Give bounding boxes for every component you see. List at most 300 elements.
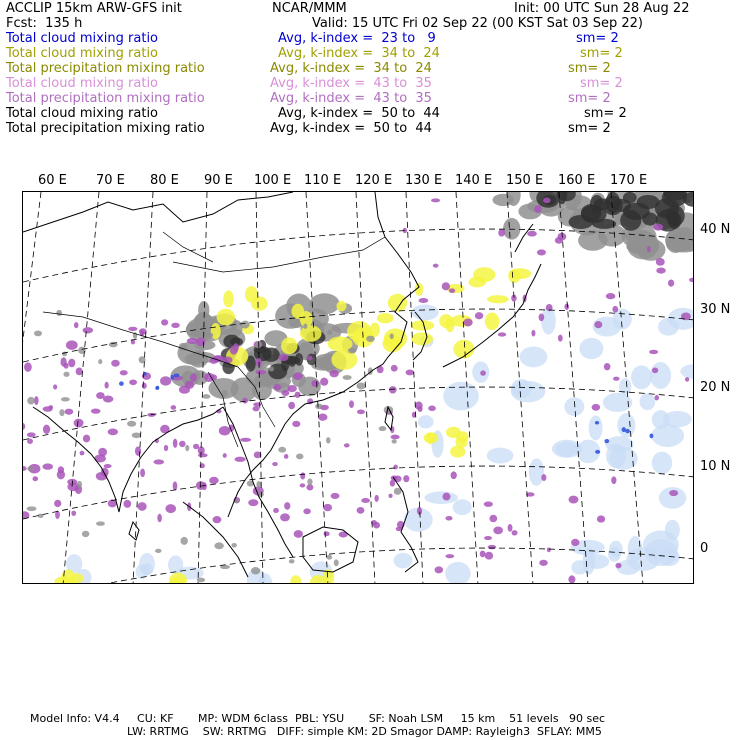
field-patch	[295, 392, 301, 398]
field-patch	[269, 367, 274, 372]
field-patch	[318, 414, 328, 421]
legend-smoothing: sm= 2	[580, 46, 623, 61]
field-patch	[592, 404, 601, 411]
field-patch	[96, 521, 105, 526]
field-patch	[480, 370, 486, 375]
field-patch	[240, 438, 251, 442]
field-patch	[388, 494, 392, 498]
field-patch	[568, 575, 575, 583]
longitude-label: 70 E	[96, 173, 125, 188]
field-patch	[394, 553, 413, 569]
field-patch	[493, 526, 503, 534]
field-patch	[324, 531, 330, 536]
graticule-line	[559, 192, 588, 584]
field-patch	[389, 386, 397, 393]
field-patch	[564, 397, 584, 416]
field-patch	[307, 478, 312, 485]
field-patch	[589, 415, 603, 440]
legend-field-name: Total precipitation mixing ratio	[6, 121, 205, 136]
field-patch	[292, 421, 300, 427]
field-patch	[284, 454, 288, 459]
field-patch	[539, 314, 545, 322]
field-patch	[475, 312, 483, 319]
field-patch	[59, 409, 64, 416]
field-patch	[315, 403, 322, 409]
map-canvas	[23, 192, 694, 584]
latitude-label: 20 N	[700, 380, 731, 395]
field-patch	[419, 298, 429, 303]
field-patch	[685, 377, 689, 382]
field-patch	[652, 452, 672, 474]
field-patch	[57, 470, 65, 479]
sri-lanka-coastline	[129, 522, 139, 540]
field-patch	[331, 493, 340, 499]
field-patch	[655, 395, 660, 400]
legend-row	[6, 76, 736, 91]
field-patch	[428, 406, 436, 411]
field-patch	[63, 372, 69, 377]
field-patch	[650, 362, 671, 389]
longitude-label: 140 E	[455, 173, 493, 188]
field-patch	[391, 435, 400, 440]
field-patch	[241, 321, 250, 329]
field-patch	[451, 471, 457, 479]
field-patch	[254, 451, 262, 458]
field-patch	[198, 453, 208, 457]
field-patch	[180, 537, 187, 545]
field-patch	[604, 439, 609, 443]
field-patch	[625, 429, 630, 433]
field-patch	[190, 373, 197, 382]
field-patch	[604, 363, 611, 370]
legend-field-name: Total precipitation mixing ratio	[6, 61, 205, 76]
field-patch	[43, 425, 50, 434]
field-patch	[140, 469, 145, 478]
field-patch	[597, 515, 605, 522]
field-patch	[24, 362, 32, 372]
legend-smoothing: sm= 2	[584, 106, 627, 121]
field-patch	[193, 444, 199, 450]
field-patch	[343, 375, 352, 380]
field-patch	[98, 359, 102, 364]
field-patch	[42, 463, 53, 469]
field-patch	[656, 258, 665, 266]
field-patch	[179, 441, 186, 447]
field-patch	[256, 481, 261, 488]
field-patch	[255, 370, 266, 375]
field-patch	[303, 323, 307, 328]
field-patch	[527, 231, 537, 237]
field-patch	[498, 229, 505, 237]
field-patch	[366, 336, 375, 342]
field-patch	[213, 516, 222, 523]
field-patch	[142, 383, 147, 389]
field-patch	[217, 309, 236, 326]
legend-smoothing: sm= 2	[568, 121, 611, 136]
field-patch	[211, 323, 221, 339]
field-patch	[442, 282, 450, 290]
field-patch	[445, 562, 471, 584]
field-patch	[689, 278, 694, 282]
legend-field-name: Total cloud mixing ratio	[6, 76, 159, 91]
field-patch	[640, 393, 656, 410]
field-patch	[435, 566, 444, 573]
field-patch	[469, 277, 486, 288]
field-patch	[284, 502, 290, 510]
map-panel	[22, 191, 694, 584]
field-patch	[187, 338, 198, 344]
field-patch	[300, 483, 306, 487]
field-patch	[680, 364, 694, 378]
field-patch	[668, 279, 674, 286]
field-patch	[61, 397, 70, 401]
field-patch	[433, 264, 439, 268]
field-patch	[74, 322, 79, 328]
latitude-label: 40 N	[700, 222, 731, 237]
latitude-label: 30 N	[700, 302, 731, 317]
field-patch	[223, 453, 227, 458]
legend-smoothing: sm= 2	[580, 76, 623, 91]
field-patch	[171, 323, 179, 328]
field-patch	[68, 359, 75, 368]
legend-k-index: Avg, k-index = 34 to 24	[270, 61, 432, 76]
field-patch	[219, 426, 231, 435]
field-patch	[443, 382, 479, 411]
field-patch	[547, 547, 551, 552]
field-patch	[558, 335, 563, 342]
field-patch	[111, 360, 120, 367]
legend-row	[6, 121, 736, 136]
field-patch	[374, 495, 378, 502]
field-patch	[173, 439, 178, 448]
field-patch	[83, 435, 90, 443]
field-patch	[139, 553, 155, 575]
field-patch	[615, 563, 621, 569]
field-patch	[311, 380, 319, 387]
field-patch	[128, 327, 137, 331]
field-patch	[222, 390, 228, 397]
field-patch	[445, 516, 452, 521]
field-patch	[519, 346, 547, 367]
field-patch	[32, 476, 38, 481]
forecast-hour: Fcst: 135 h	[6, 16, 83, 31]
field-patch	[105, 382, 109, 389]
field-patch	[155, 386, 159, 390]
field-patch	[91, 408, 101, 413]
longitude-label: 160 E	[558, 173, 596, 188]
field-patch	[480, 551, 486, 558]
field-patch	[613, 377, 620, 381]
valid-time: Valid: 15 UTC Fri 02 Sep 22 (00 KST Sat 03 Sep 22)	[312, 16, 643, 31]
field-patch	[129, 379, 137, 385]
legend-k-index: Avg, k-index = 43 to 35	[270, 76, 432, 91]
field-patch	[579, 338, 603, 359]
field-patch	[424, 491, 457, 504]
field-patch	[463, 318, 472, 326]
field-patch	[357, 409, 365, 414]
legend-field-name: Total precipitation mixing ratio	[6, 91, 205, 106]
graticule-line	[198, 192, 207, 584]
field-patch	[594, 198, 611, 210]
field-patch	[197, 578, 205, 583]
field-patch	[323, 504, 332, 511]
field-patch	[656, 267, 665, 273]
field-patch	[300, 472, 305, 479]
field-patch	[485, 313, 500, 331]
field-patch	[534, 205, 542, 213]
graticule-line	[63, 192, 99, 584]
field-patch	[307, 356, 313, 361]
field-patch	[78, 347, 86, 354]
field-patch	[455, 437, 467, 448]
longitude-label: 150 E	[506, 173, 544, 188]
field-patch	[185, 445, 189, 451]
latitude-label: 10 N	[700, 459, 731, 474]
longitude-label: 110 E	[304, 173, 342, 188]
field-patch	[328, 337, 353, 352]
field-patch	[65, 409, 74, 415]
legend-row	[6, 46, 736, 61]
field-patch	[124, 500, 132, 508]
field-patch	[595, 450, 600, 454]
field-patch	[393, 465, 398, 470]
field-patch	[296, 454, 304, 460]
field-patch	[512, 530, 518, 535]
field-patch	[157, 514, 162, 523]
field-patch	[300, 325, 322, 341]
field-patch	[668, 212, 682, 229]
field-patch	[487, 295, 509, 303]
field-patch	[417, 507, 422, 515]
legend-field-name: Total cloud mixing ratio	[6, 31, 159, 46]
field-patch	[418, 415, 434, 428]
field-patch	[290, 575, 301, 584]
field-patch	[56, 310, 62, 316]
field-patch	[611, 476, 616, 484]
legend-row	[6, 106, 736, 121]
field-patch	[329, 370, 338, 377]
legend-row	[6, 31, 736, 46]
field-patch	[294, 530, 303, 538]
field-patch	[248, 499, 258, 506]
field-patch	[649, 433, 653, 438]
field-patch	[326, 437, 331, 443]
field-patch	[336, 301, 346, 312]
legend-field-name: Total cloud mixing ratio	[6, 46, 159, 61]
field-patch	[623, 203, 650, 220]
field-patch	[27, 397, 35, 405]
field-patch	[209, 477, 219, 484]
field-patch	[453, 499, 472, 515]
field-patch	[348, 348, 356, 353]
field-patch	[108, 428, 118, 435]
field-patch	[34, 396, 38, 405]
field-patch	[281, 390, 289, 396]
field-patch	[531, 330, 535, 337]
field-patch	[165, 504, 176, 513]
field-patch	[537, 249, 546, 255]
field-patch	[202, 482, 207, 490]
field-patch	[415, 402, 423, 410]
field-patch	[278, 354, 288, 361]
field-patch	[411, 332, 433, 345]
field-patch	[278, 447, 286, 453]
field-patch	[446, 427, 461, 438]
legend-row	[6, 91, 736, 106]
model-info-line1: Model Info: V4.4 CU: KF MP: WDM 6class PBL: YSU SF: Noah LSM 15 km 51 levels 90 sec	[30, 712, 606, 725]
field-patch	[357, 507, 365, 514]
longitude-label: 170 E	[610, 173, 648, 188]
field-patch	[287, 385, 296, 392]
field-patch	[543, 197, 551, 203]
field-patch	[164, 445, 168, 451]
field-patch	[23, 423, 25, 430]
field-patch	[288, 402, 295, 410]
field-patch	[623, 192, 637, 203]
field-patch	[595, 421, 599, 425]
field-patch	[488, 545, 497, 549]
field-patch	[185, 381, 195, 389]
field-patch	[326, 555, 332, 560]
legend-field-name: Total cloud mixing ratio	[6, 106, 159, 121]
field-patch	[503, 218, 520, 240]
field-patch	[605, 436, 634, 452]
legend-row	[6, 61, 736, 76]
field-patch	[82, 531, 90, 537]
latitude-label: 0	[700, 541, 709, 556]
field-patch	[223, 290, 234, 307]
field-patch	[649, 350, 658, 354]
field-patch	[27, 506, 37, 511]
field-patch	[484, 501, 493, 507]
field-patch	[485, 552, 493, 560]
field-patch	[406, 369, 415, 375]
field-patch	[153, 459, 164, 464]
field-patch	[138, 502, 147, 511]
legend-k-index: Avg, k-index = 34 to 24	[278, 46, 440, 61]
field-patch	[445, 554, 454, 558]
field-patch	[155, 549, 162, 553]
field-patch	[252, 406, 259, 411]
borneo-coastline	[303, 527, 358, 572]
field-patch	[74, 419, 84, 428]
field-patch	[487, 448, 514, 464]
field-patch	[612, 306, 618, 313]
field-patch	[96, 392, 105, 399]
field-patch	[377, 313, 394, 323]
field-patch	[48, 405, 53, 409]
longitude-label: 60 E	[38, 173, 67, 188]
field-patch	[498, 332, 506, 336]
field-patch	[77, 481, 82, 488]
field-patch	[27, 439, 33, 444]
longitude-label: 100 E	[254, 173, 292, 188]
field-patch	[569, 496, 579, 504]
field-patch	[327, 330, 332, 335]
field-patch	[578, 230, 607, 251]
legend-smoothing: sm= 2	[576, 31, 619, 46]
field-patch	[231, 543, 236, 548]
field-patch	[541, 474, 546, 481]
field-patch	[173, 481, 178, 490]
field-patch	[390, 333, 394, 339]
field-patch	[60, 357, 66, 366]
field-patch	[484, 536, 492, 540]
longitude-label: 80 E	[150, 173, 179, 188]
field-patch	[242, 398, 248, 404]
field-patch	[571, 539, 579, 546]
field-patch	[373, 522, 380, 529]
field-patch	[235, 457, 246, 462]
field-patch	[34, 331, 42, 337]
field-patch	[669, 490, 678, 496]
field-patch	[98, 448, 107, 457]
longitude-label: 90 E	[204, 173, 233, 188]
field-patch	[54, 500, 61, 507]
field-patch	[251, 567, 260, 574]
field-patch	[508, 524, 513, 532]
field-patch	[171, 405, 177, 410]
field-patch	[76, 368, 83, 376]
field-patch	[245, 286, 258, 302]
field-patch	[202, 394, 210, 399]
field-patch	[174, 373, 180, 377]
field-patch	[622, 427, 626, 432]
field-patch	[293, 372, 303, 380]
field-patch	[606, 293, 616, 299]
field-patch	[23, 466, 27, 471]
field-patch	[334, 559, 339, 566]
field-patch	[272, 462, 278, 466]
field-patch	[652, 368, 658, 374]
longitude-label: 120 E	[355, 173, 393, 188]
field-patch	[508, 269, 520, 283]
legend-smoothing: sm= 2	[568, 91, 611, 106]
field-patch	[564, 304, 569, 310]
field-patch	[161, 319, 168, 325]
field-patch	[170, 375, 174, 380]
field-patch	[289, 559, 295, 563]
field-patch	[361, 498, 370, 503]
field-patch	[529, 458, 544, 485]
field-patch	[647, 246, 651, 253]
legend-k-index: Avg, k-index = 50 to 44	[278, 106, 440, 121]
init-time: Init: 00 UTC Sun 28 Aug 22	[514, 1, 690, 16]
field-patch	[104, 464, 112, 468]
plot-title: ACCLIP 15km ARW-GFS init	[6, 1, 182, 16]
field-patch	[127, 421, 136, 427]
field-patch	[617, 413, 635, 437]
field-patch	[71, 511, 76, 516]
field-patch	[356, 382, 365, 389]
field-patch	[83, 327, 94, 333]
field-patch	[431, 198, 440, 202]
field-patch	[541, 307, 556, 334]
field-patch	[66, 340, 78, 350]
field-patch	[27, 466, 34, 471]
field-patch	[53, 384, 57, 389]
field-patch	[280, 513, 290, 521]
field-patch	[80, 451, 85, 456]
field-patch	[636, 239, 665, 261]
field-patch	[320, 378, 328, 386]
field-patch	[653, 224, 663, 231]
legend-smoothing: sm= 2	[568, 61, 611, 76]
field-patch	[608, 547, 621, 561]
field-patch	[120, 370, 128, 375]
field-patch	[539, 560, 548, 566]
legend-k-index: Avg, k-index = 43 to 35	[270, 91, 432, 106]
